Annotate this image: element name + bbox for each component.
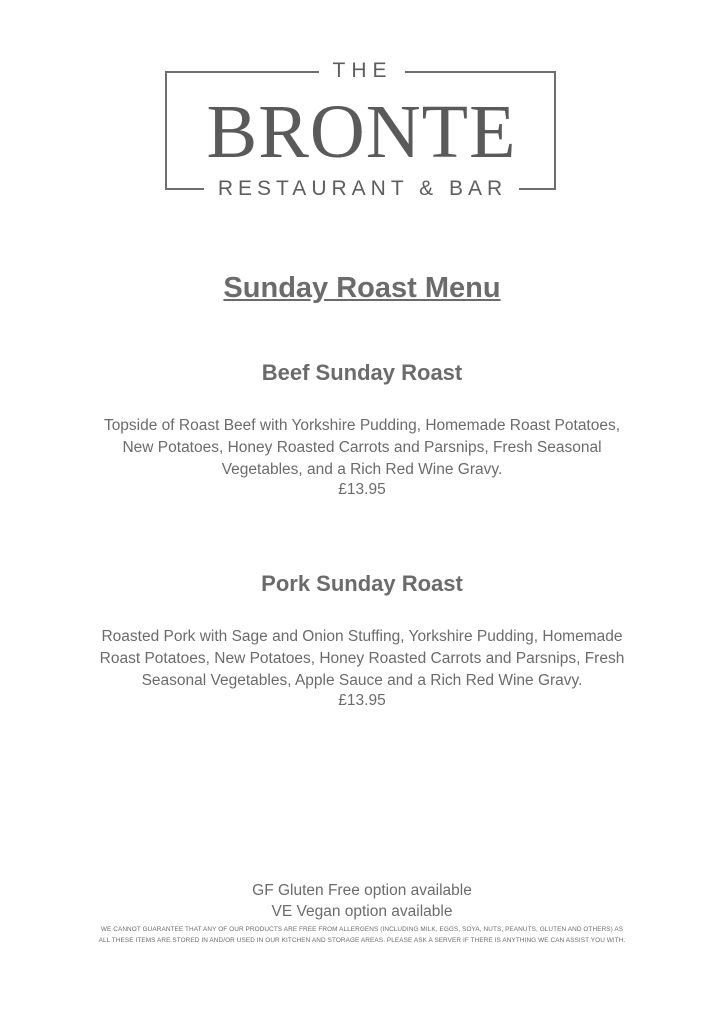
pork-roast-price: £13.95	[338, 692, 386, 709]
disclaimer-line: WE CANNOT GUARANTEE THAT ANY OF OUR PRODUCTS ARE FREE FROM ALLERGENS (INCLUDING MILK, EGGS, SOYA, NUTS, PEANUTS, GLUTEN AND OTHERS) AS	[100, 926, 624, 933]
description-line: Topside of Roast Beef with Yorkshire Pudding, Homemade Roast Potatoes,	[103, 417, 621, 434]
disclaimer-line: ALL THESE ITEMS ARE STORED IN AND/OR USED IN OUR KITCHEN AND STORAGE AREAS. PLEASE ASK A SERVER IF THERE IS ANYTHING WE CAN ASSIST YOU WITH.	[98, 937, 626, 944]
restaurant-logo	[165, 58, 558, 200]
menu-title: Sunday Roast Menu	[223, 272, 501, 304]
beef-roast-title: Beef Sunday Roast	[261, 360, 463, 385]
description-line: New Potatoes, Honey Roasted Carrots and Parsnips, Fresh Seasonal	[122, 439, 602, 456]
description-line: Roast Potatoes, New Potatoes, Honey Roasted Carrots and Parsnips, Fresh	[99, 650, 625, 667]
description-line: Seasonal Vegetables, Apple Sauce and a Rich Red Wine Gravy.	[141, 672, 583, 689]
allergen-disclaimer	[80, 924, 644, 946]
pork-roast-title: Pork Sunday Roast	[261, 571, 463, 596]
logo-name: BRONTE	[206, 90, 517, 174]
logo-top-word: THE	[319, 58, 405, 84]
logo-subtitle-row	[165, 176, 558, 202]
pork-roast-description	[60, 626, 664, 692]
vegan-note: VE Vegan option available	[271, 903, 453, 920]
logo-top-word-row	[165, 58, 558, 84]
description-line: Vegetables, and a Rich Red Wine Gravy.	[221, 461, 503, 478]
beef-roast-description	[60, 415, 664, 481]
description-line: Roasted Pork with Sage and Onion Stuffing, Yorkshire Pudding, Homemade	[101, 628, 623, 645]
beef-roast-price: £13.95	[338, 481, 386, 498]
logo-subtitle: RESTAURANT & BAR	[204, 176, 519, 202]
gluten-free-note: GF Gluten Free option available	[252, 882, 472, 899]
